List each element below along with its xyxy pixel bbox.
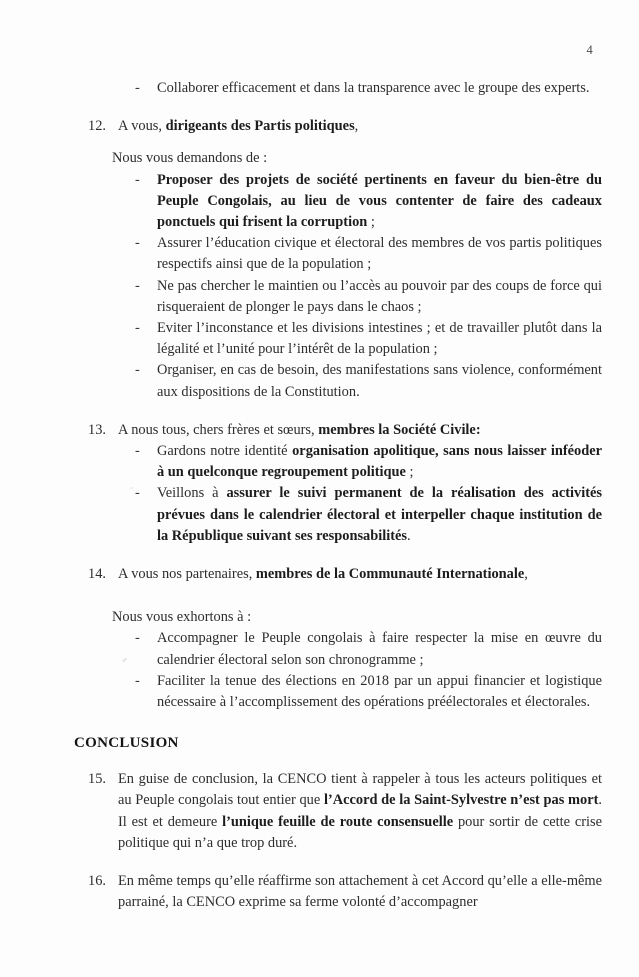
section-12-number: 12. bbox=[88, 118, 106, 135]
bullet-dash: - bbox=[135, 630, 140, 647]
list-item bbox=[135, 360, 602, 402]
list-item bbox=[135, 170, 602, 234]
list-item-text: Faciliter la tenue des élections en 2018 par un appui financier et logistique nécessaire à l’accomplissement des opérations préélectorales et électorales. bbox=[157, 672, 602, 711]
list-item-text: Organiser, en cas de besoin, des manifestations sans violence, conformément aux dispositions de la Constitution. bbox=[157, 362, 602, 400]
conclusion-item-15-bold1: l’Accord de la Saint-Sylvestre n’est pas mort bbox=[323, 792, 599, 809]
bullet-dash: - bbox=[135, 485, 140, 502]
conclusion-item-16-part1: En même temps qu’elle réaffirme son attachement à cet Accord qu’elle a elle-même parrainé, la CENCO exprime sa ferme volonté d’accompagner bbox=[118, 873, 602, 911]
conclusion-item-15-part1: En guise de conclusion, la CENCO tient à rappeler à tous les acteurs politiques et au Peuple congolais tout entier que bbox=[118, 771, 602, 809]
bullet-dash: - bbox=[135, 235, 140, 252]
list-item bbox=[135, 233, 602, 275]
conclusion-item-15-number: 15. bbox=[88, 771, 106, 788]
section-14-number: 14. bbox=[88, 566, 106, 583]
conclusion-heading: CONCLUSION bbox=[74, 735, 179, 752]
section-12-bullets bbox=[135, 170, 602, 403]
section-14-bullets bbox=[135, 628, 602, 713]
section-13-number: 13. bbox=[88, 421, 106, 438]
list-item-text-bold: Proposer des projets de société pertinents en faveur du bien-être du Peuple Congolais, au lieu de vous contenter de faire des cadeaux ponctuels qui frisent la corruption bbox=[157, 171, 602, 231]
list-item-text: Veillons à bbox=[157, 485, 227, 502]
section-13-lead-bold: membres la Société Civile: bbox=[318, 421, 481, 438]
bullet-dash: - bbox=[135, 362, 140, 379]
conclusion-item-15-part2: . Il est et demeure bbox=[118, 792, 602, 830]
list-item bbox=[135, 483, 602, 547]
section-14-heading bbox=[88, 564, 602, 585]
section-14-lead-regular: A vous nos partenaires, bbox=[118, 566, 256, 583]
bullet-dash: - bbox=[135, 320, 140, 337]
bullet-dash: - bbox=[135, 171, 140, 188]
section-13-bullets bbox=[135, 441, 602, 547]
list-item-text-tail: . bbox=[407, 527, 411, 544]
section-12-lead-bold: dirigeants des Partis politiques bbox=[165, 118, 355, 135]
bullet-dash: - bbox=[135, 80, 140, 96]
document-body bbox=[0, 78, 639, 914]
bullet-dash: - bbox=[135, 277, 140, 294]
conclusion-item-15 bbox=[88, 769, 602, 854]
list-item-text-tail: ; bbox=[405, 464, 414, 481]
list-item-text-bold: organisation apolitique, sans nous laisser inféoder à un quelconque regroupement politique bbox=[157, 443, 602, 481]
page-number: 4 bbox=[586, 43, 593, 57]
list-item-text: Accompagner le Peuple congolais à faire respecter la mise en œuvre du calendrier électoral selon son chronogramme ; bbox=[157, 630, 602, 668]
list-item-text-bold: assurer le suivi permanent de la réalisation des activités prévues dans le calendrier électoral et interpeller chaque institution de la République suivant ses responsabilités bbox=[157, 485, 602, 544]
section-14-lead-bold: membres de la Communauté Internationale bbox=[255, 566, 525, 583]
bullet-dash: - bbox=[135, 443, 140, 460]
conclusion-item-16 bbox=[88, 871, 602, 913]
bullet-dash: - bbox=[135, 672, 140, 689]
section-12-lead-regular: A vous, bbox=[118, 118, 166, 135]
section-13-heading bbox=[88, 420, 602, 441]
list-item-text: Ne pas chercher le maintien ou l’accès au pouvoir par des coups de force qui risqueraient de plonger le pays dans le chaos ; bbox=[157, 277, 602, 315]
list-item bbox=[135, 628, 602, 670]
section-12-intro: Nous vous demandons de : bbox=[112, 150, 268, 167]
conclusion-item-15-part3: pour sortir de cette crise politique qui n’a que trop duré. bbox=[118, 813, 602, 851]
section-12-lead-tail: , bbox=[354, 118, 359, 135]
section-14-intro: Nous vous exhortons à : bbox=[112, 609, 252, 626]
section-14-lead-tail: , bbox=[524, 566, 528, 583]
list-item-text: Collaborer efficacement et dans la transparence avec le groupe des experts. bbox=[157, 80, 590, 96]
list-item-text: Eviter l’inconstance et les divisions intestines ; et de travailler plutôt dans la légalité et l’unité pour l’intérêt de la population ; bbox=[157, 320, 602, 358]
list-item bbox=[135, 671, 602, 713]
list-item-text: Assurer l’éducation civique et électoral des membres de vos partis politiques respectifs ainsi que de la population ; bbox=[157, 235, 602, 273]
conclusion-item-16-number: 16. bbox=[88, 873, 106, 890]
list-item bbox=[135, 441, 602, 483]
conclusion-item-15-bold2: l’unique feuille de route consensuelle bbox=[222, 813, 454, 830]
section-13-lead-regular: A nous tous, chers frères et sœurs, bbox=[118, 421, 319, 438]
list-item-text: Gardons notre identité bbox=[157, 443, 293, 460]
top-bullet-list bbox=[135, 78, 602, 99]
section-12-heading bbox=[88, 116, 602, 137]
list-item bbox=[135, 78, 602, 99]
list-item bbox=[135, 276, 602, 318]
list-item bbox=[135, 318, 602, 360]
list-item-text-tail: ; bbox=[367, 214, 375, 231]
